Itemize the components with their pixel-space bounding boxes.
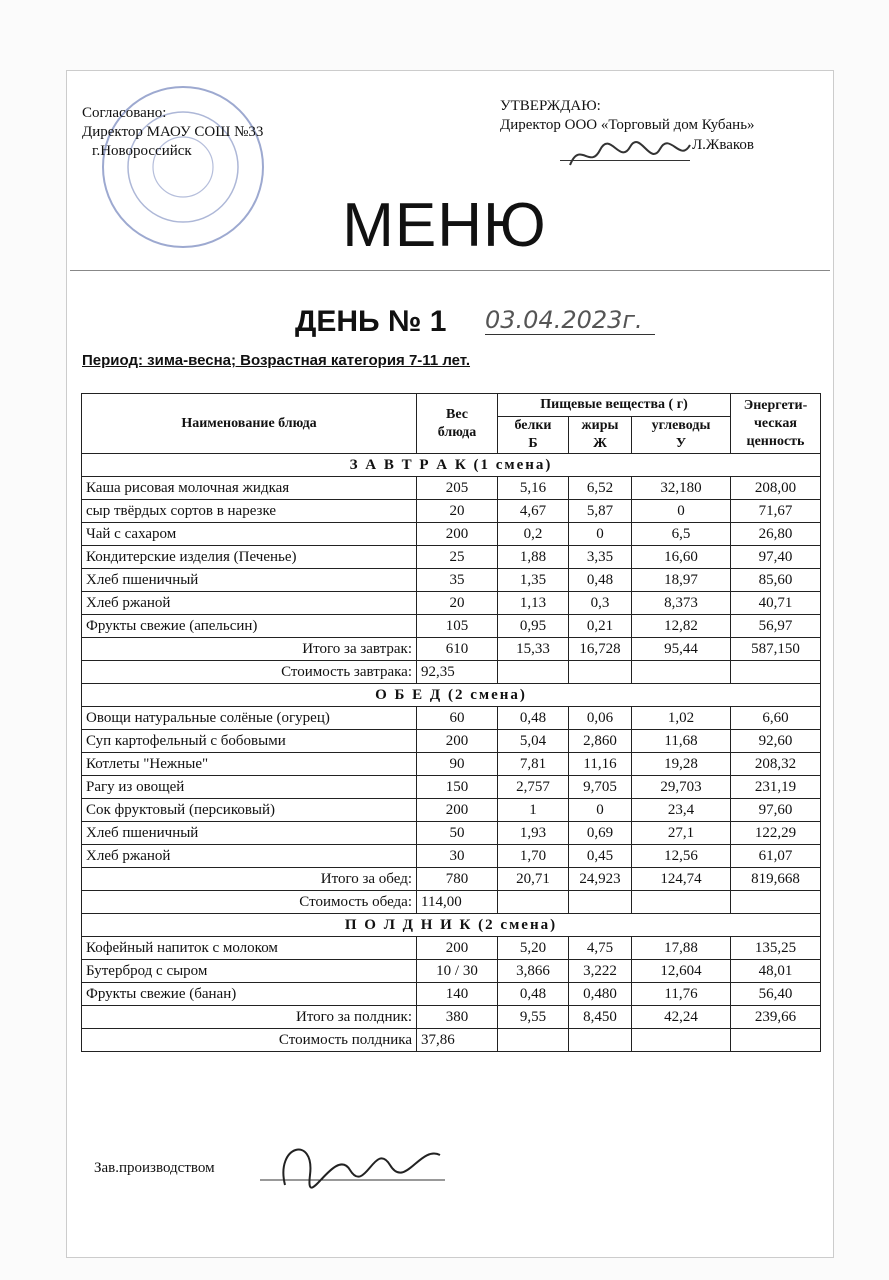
cell-value: 17,88	[632, 937, 731, 960]
section-title: О Б Е Д (2 смена)	[82, 684, 821, 707]
cell-value: 150	[417, 776, 498, 799]
cell-value: 9,705	[569, 776, 632, 799]
cell-value: 35	[417, 569, 498, 592]
cell-value: 8,373	[632, 592, 731, 615]
approver-city: г.Новороссийск	[92, 143, 192, 159]
empty-cell	[731, 891, 821, 914]
cell-value: 205	[417, 477, 498, 500]
approval-block-right	[500, 97, 755, 135]
cell-value: 6,52	[569, 477, 632, 500]
footer-label: Зав.производством	[94, 1160, 215, 1176]
empty-cell	[731, 1029, 821, 1052]
cost-row	[82, 1029, 821, 1052]
cost-value: 92,35	[417, 661, 498, 684]
section-header	[82, 684, 821, 707]
cell-value: 0,2	[498, 523, 569, 546]
cell-value: 85,60	[731, 569, 821, 592]
empty-cell	[731, 661, 821, 684]
empty-cell	[498, 661, 569, 684]
total-value: 42,24	[632, 1006, 731, 1029]
dish-name: Хлеб пшеничный	[82, 569, 417, 592]
cell-value: 20	[417, 592, 498, 615]
cost-row	[82, 891, 821, 914]
cell-value: 200	[417, 799, 498, 822]
total-value: 780	[417, 868, 498, 891]
cell-value: 5,20	[498, 937, 569, 960]
table-row	[82, 477, 821, 500]
cell-value: 27,1	[632, 822, 731, 845]
production-head-signature	[255, 1125, 455, 1205]
dish-name: Каша рисовая молочная жидкая	[82, 477, 417, 500]
table-row	[82, 845, 821, 868]
cell-value: 71,67	[731, 500, 821, 523]
cell-value: 26,80	[731, 523, 821, 546]
dish-name: Сок фруктовый (персиковый)	[82, 799, 417, 822]
table-row	[82, 799, 821, 822]
cell-value: 60	[417, 707, 498, 730]
cell-value: 1,88	[498, 546, 569, 569]
table-row	[82, 960, 821, 983]
table-row	[82, 707, 821, 730]
cell-value: 12,56	[632, 845, 731, 868]
cell-value: 5,87	[569, 500, 632, 523]
total-value: 8,450	[569, 1006, 632, 1029]
cell-value: 5,16	[498, 477, 569, 500]
cell-value: 97,60	[731, 799, 821, 822]
cell-value: 0	[569, 523, 632, 546]
total-value: 20,71	[498, 868, 569, 891]
director-name: Л.Жваков	[692, 137, 755, 153]
table-row	[82, 523, 821, 546]
cell-value: 200	[417, 523, 498, 546]
cell-value: 0,3	[569, 592, 632, 615]
cost-label: Стоимость полдника	[82, 1029, 417, 1052]
cell-value: 3,866	[498, 960, 569, 983]
header-fat: жиры Ж	[569, 417, 632, 454]
header-protein: белки Б	[498, 417, 569, 454]
total-row	[82, 868, 821, 891]
cell-value: 200	[417, 730, 498, 753]
empty-cell	[498, 891, 569, 914]
cell-value: 6,5	[632, 523, 731, 546]
total-value: 16,728	[569, 638, 632, 661]
header-weight: Вес блюда	[417, 394, 498, 454]
cell-value: 6,60	[731, 707, 821, 730]
cell-value: 0,48	[498, 707, 569, 730]
approval-block-left	[82, 104, 263, 161]
total-value: 239,66	[731, 1006, 821, 1029]
cell-value: 0,95	[498, 615, 569, 638]
cell-value: 1,13	[498, 592, 569, 615]
cell-value: 0,48	[569, 569, 632, 592]
cost-row	[82, 661, 821, 684]
cell-value: 12,82	[632, 615, 731, 638]
dish-name: Хлеб ржаной	[82, 592, 417, 615]
cell-value: 30	[417, 845, 498, 868]
total-value: 9,55	[498, 1006, 569, 1029]
table-row	[82, 753, 821, 776]
cell-value: 23,4	[632, 799, 731, 822]
cell-value: 0,69	[569, 822, 632, 845]
section-header	[82, 914, 821, 937]
cell-value: 2,757	[498, 776, 569, 799]
total-label: Итого за обед:	[82, 868, 417, 891]
cell-value: 3,35	[569, 546, 632, 569]
table-row	[82, 937, 821, 960]
cell-value: 1,35	[498, 569, 569, 592]
cell-value: 25	[417, 546, 498, 569]
cell-value: 90	[417, 753, 498, 776]
cell-value: 16,60	[632, 546, 731, 569]
cell-value: 40,71	[731, 592, 821, 615]
table-row	[82, 546, 821, 569]
table-row	[82, 983, 821, 1006]
empty-cell	[498, 1029, 569, 1052]
cell-value: 0,21	[569, 615, 632, 638]
day-heading: ДЕНЬ № 1	[295, 305, 447, 338]
table-row	[82, 822, 821, 845]
dish-name: Рагу из овощей	[82, 776, 417, 799]
dish-name: Хлеб ржаной	[82, 845, 417, 868]
dish-name: сыр твёрдых сортов в нарезке	[82, 500, 417, 523]
empty-cell	[632, 661, 731, 684]
empty-cell	[569, 1029, 632, 1052]
cost-label: Стоимость обеда:	[82, 891, 417, 914]
director-signature	[565, 135, 695, 175]
menu-table	[81, 393, 821, 1052]
title-divider	[70, 270, 830, 271]
cell-value: 7,81	[498, 753, 569, 776]
header-dish-name: Наименование блюда	[82, 394, 417, 454]
header-nutrients: Пищевые вещества ( г)	[498, 394, 731, 417]
dish-name: Фрукты свежие (апельсин)	[82, 615, 417, 638]
cell-value: 208,00	[731, 477, 821, 500]
cell-value: 56,97	[731, 615, 821, 638]
period-line: Период: зима-весна; Возрастная категория 7-11 лет.	[82, 352, 471, 369]
dish-name: Кондитерские изделия (Печенье)	[82, 546, 417, 569]
dish-name: Фрукты свежие (банан)	[82, 983, 417, 1006]
table-row	[82, 730, 821, 753]
cell-value: 1,70	[498, 845, 569, 868]
section-title: П О Л Д Н И К (2 смена)	[82, 914, 821, 937]
empty-cell	[632, 1029, 731, 1052]
table-row	[82, 592, 821, 615]
approved-label: Согласовано:	[82, 105, 167, 121]
total-label: Итого за завтрак:	[82, 638, 417, 661]
total-row	[82, 1006, 821, 1029]
dish-name: Котлеты "Нежные"	[82, 753, 417, 776]
cell-value: 140	[417, 983, 498, 1006]
cell-value: 122,29	[731, 822, 821, 845]
approver-org: Директор ООО «Торговый дом Кубань»	[500, 117, 755, 133]
cell-value: 11,76	[632, 983, 731, 1006]
cell-value: 11,16	[569, 753, 632, 776]
cell-value: 10 / 30	[417, 960, 498, 983]
cell-value: 56,40	[731, 983, 821, 1006]
cell-value: 105	[417, 615, 498, 638]
cell-value: 1,02	[632, 707, 731, 730]
dish-name: Кофейный напиток с молоком	[82, 937, 417, 960]
cell-value: 50	[417, 822, 498, 845]
empty-cell	[569, 891, 632, 914]
total-value: 819,668	[731, 868, 821, 891]
cell-value: 20	[417, 500, 498, 523]
total-value: 15,33	[498, 638, 569, 661]
cell-value: 92,60	[731, 730, 821, 753]
cell-value: 0,45	[569, 845, 632, 868]
dish-name: Хлеб пшеничный	[82, 822, 417, 845]
total-value: 95,44	[632, 638, 731, 661]
total-value: 587,150	[731, 638, 821, 661]
cell-value: 19,28	[632, 753, 731, 776]
dish-name: Чай с сахаром	[82, 523, 417, 546]
cell-value: 4,67	[498, 500, 569, 523]
total-row	[82, 638, 821, 661]
cell-value: 29,703	[632, 776, 731, 799]
cell-value: 0,06	[569, 707, 632, 730]
empty-cell	[569, 661, 632, 684]
table-row	[82, 500, 821, 523]
cost-value: 114,00	[417, 891, 498, 914]
cell-value: 32,180	[632, 477, 731, 500]
cost-label: Стоимость завтрака:	[82, 661, 417, 684]
section-title: З А В Т Р А К (1 смена)	[82, 454, 821, 477]
cell-value: 0,480	[569, 983, 632, 1006]
empty-cell	[632, 891, 731, 914]
cell-value: 231,19	[731, 776, 821, 799]
dish-name: Суп картофельный с бобовыми	[82, 730, 417, 753]
total-value: 24,923	[569, 868, 632, 891]
cost-value: 37,86	[417, 1029, 498, 1052]
total-label: Итого за полдник:	[82, 1006, 417, 1029]
cell-value: 0	[569, 799, 632, 822]
cell-value: 1,93	[498, 822, 569, 845]
approve-label: УТВЕРЖДАЮ:	[500, 98, 601, 114]
dish-name: Овощи натуральные солёные (огурец)	[82, 707, 417, 730]
cell-value: 200	[417, 937, 498, 960]
cell-value: 1	[498, 799, 569, 822]
cell-value: 2,860	[569, 730, 632, 753]
total-value: 610	[417, 638, 498, 661]
cell-value: 4,75	[569, 937, 632, 960]
cell-value: 5,04	[498, 730, 569, 753]
section-header	[82, 454, 821, 477]
page-title: МЕНЮ	[342, 191, 547, 260]
table-row	[82, 615, 821, 638]
cell-value: 97,40	[731, 546, 821, 569]
total-value: 124,74	[632, 868, 731, 891]
cell-value: 0	[632, 500, 731, 523]
approver-title: Директор МАОУ СОШ №33	[82, 124, 264, 140]
day-date: 03.04.2023г.	[485, 306, 655, 335]
total-value: 380	[417, 1006, 498, 1029]
cell-value: 12,604	[632, 960, 731, 983]
cell-value: 11,68	[632, 730, 731, 753]
dish-name: Бутерброд с сыром	[82, 960, 417, 983]
cell-value: 61,07	[731, 845, 821, 868]
cell-value: 0,48	[498, 983, 569, 1006]
cell-value: 18,97	[632, 569, 731, 592]
table-row	[82, 569, 821, 592]
cell-value: 135,25	[731, 937, 821, 960]
header-energy: Энергети- ческая ценность	[731, 394, 821, 454]
header-carbs: углеводы У	[632, 417, 731, 454]
cell-value: 48,01	[731, 960, 821, 983]
table-row	[82, 776, 821, 799]
cell-value: 3,222	[569, 960, 632, 983]
cell-value: 208,32	[731, 753, 821, 776]
